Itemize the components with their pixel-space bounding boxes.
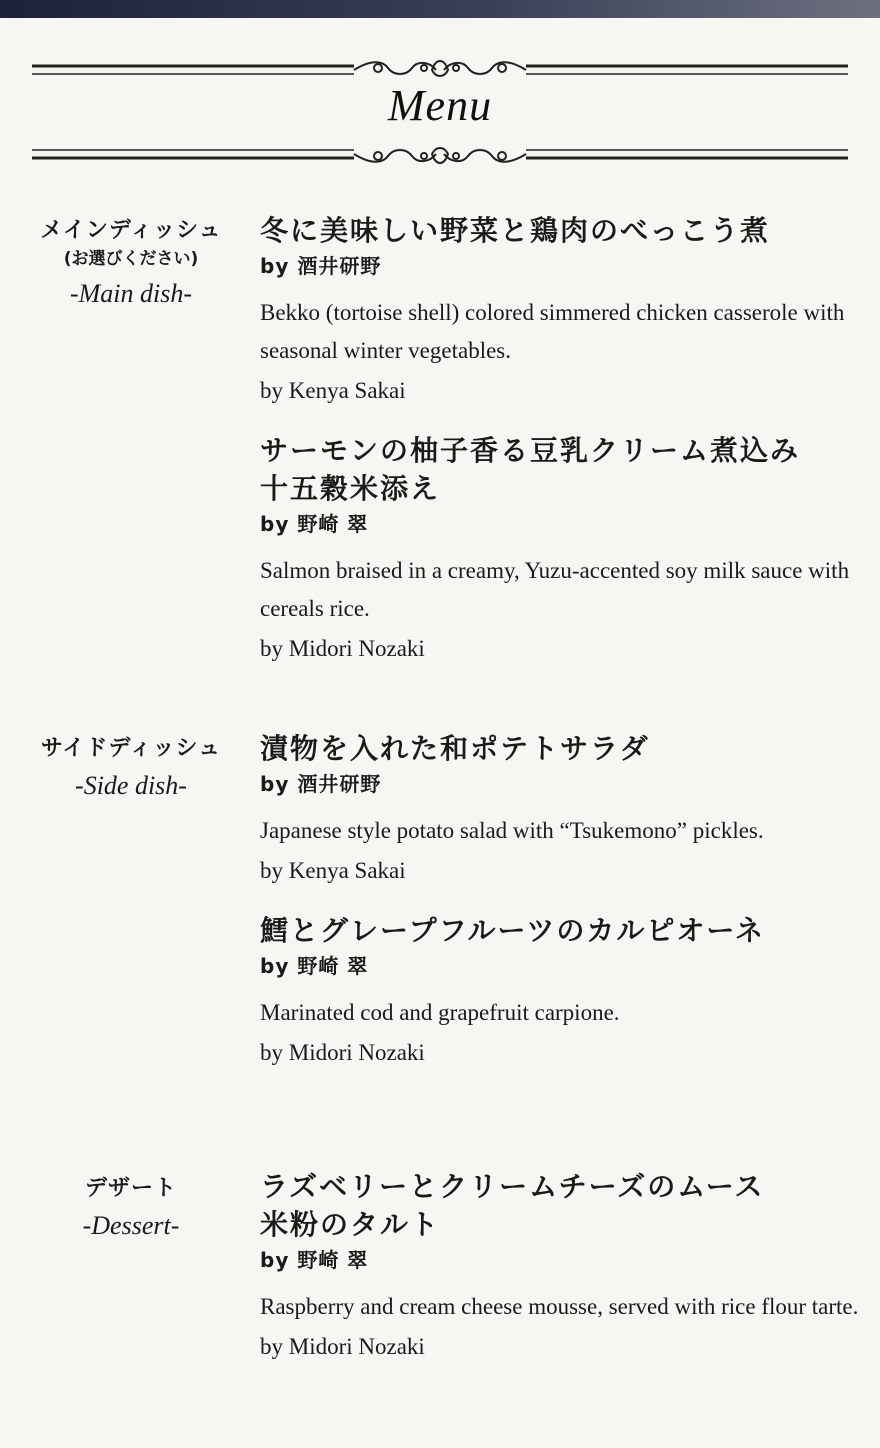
category-label [20, 216, 242, 312]
dish-name-ja: 冬に美味しい野菜と鶏肉のべっこう煮 [260, 214, 771, 247]
dish-description: Salmon braised in a creamy, Yuzu-accented soy milk sauce with cereals rice. [260, 558, 850, 621]
chef-name-ja: by 酒井研野 [260, 772, 382, 796]
chef-name-ja: by 野崎 翠 [260, 1248, 369, 1272]
dish-name-ja: サーモンの柚子香る豆乳クリーム煮込み 十五穀米添え [260, 434, 801, 505]
item-list [260, 730, 860, 1094]
chef-name-en: by Kenya Sakai [260, 378, 406, 403]
category-label [20, 734, 242, 804]
chef-name-en: by Midori Nozaki [260, 1334, 425, 1359]
category-label [20, 1174, 242, 1244]
category-note-ja: (お選びください) [63, 249, 199, 269]
dish-description: Marinated cod and grapefruit carpione. [260, 1000, 620, 1025]
chef-name-ja: by 野崎 翠 [260, 954, 369, 978]
chef-name-en: by Midori Nozaki [260, 1040, 425, 1065]
category-name-en: -Side dish- [75, 771, 187, 800]
top-band [0, 0, 880, 18]
dish-description: Raspberry and cream cheese mousse, served with rice flour tarte. [260, 1294, 859, 1319]
category-name-en: -Dessert- [82, 1211, 180, 1240]
menu-header [32, 58, 848, 168]
dish-name-ja: 鱈とグレープフルーツのカルピオーネ [260, 914, 765, 947]
category-name-ja: デザート [84, 1176, 177, 1201]
dish-name-ja: 漬物を入れた和ポテトサラダ [260, 732, 650, 765]
page-title: Menu [387, 81, 493, 130]
dish-description: Japanese style potato salad with “Tsukemono” pickles. [260, 818, 764, 843]
menu-item [260, 1168, 860, 1364]
item-list [260, 212, 860, 690]
chef-name-ja: by 野崎 翠 [260, 512, 369, 536]
menu-item [260, 730, 860, 888]
menu-item [260, 912, 860, 1070]
item-list [260, 1168, 860, 1388]
chef-name-en: by Midori Nozaki [260, 636, 425, 661]
menu-item [260, 432, 860, 666]
dish-description: Bekko (tortoise shell) colored simmered chicken casserole with seasonal winter vegetables. [260, 300, 845, 363]
dish-name-ja: ラズベリーとクリームチーズのムース 米粉のタルト [260, 1170, 765, 1241]
chef-name-en: by Kenya Sakai [260, 858, 406, 883]
category-name-ja: メインディッシュ [40, 218, 222, 243]
menu-item [260, 212, 860, 408]
chef-name-ja: by 酒井研野 [260, 254, 382, 278]
category-name-ja: サイドディッシュ [40, 736, 222, 761]
category-name-en: -Main dish- [69, 279, 193, 308]
